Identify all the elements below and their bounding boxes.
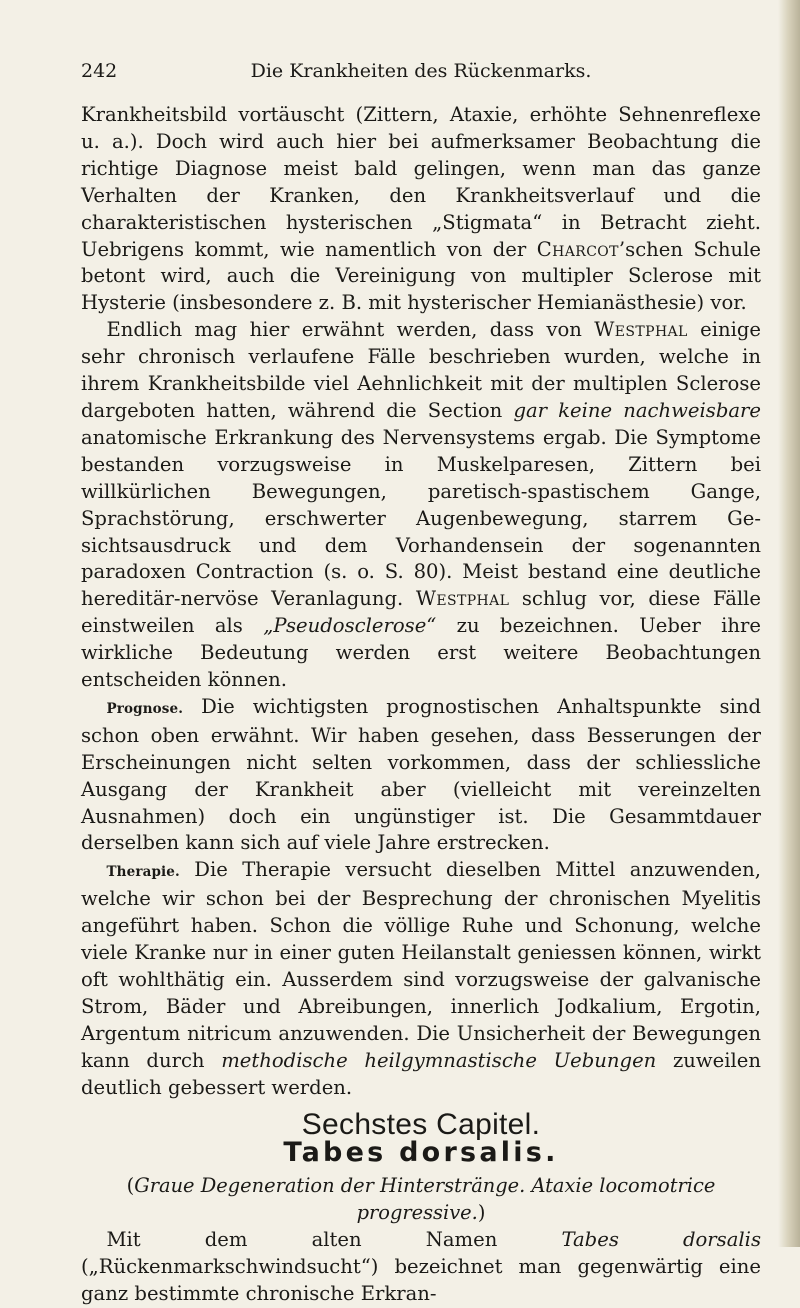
chapter-heading: Sechstes Capitel. [301, 1107, 541, 1141]
paragraph-pseudosclerose: Endlich mag hier erwähnt werden, dass von Westphal einige sehr chronisch verlaufene Fälle beschrieben wurden, welche in ihrem Krankheitsbilde viel Aehnlichkeit mit der multiplen Sclerose dargeboten hatten, während die Section gar keine nachweisbare anatomische Erkrankung des Nervensystems ergab. Die Symptome bestanden vorzugsweise in Muskelparesen, Zittern bei willkürlichen Bewegungen, paretisch-spastischem Gange, Sprachstörung, erschwerter Augenbewegung, starrem Gesichtsausdruck und dem Vorhandensein der sogenannten paradoxen Contraction (s. o. S. 80). Meist bestand eine deutliche hereditär-nervöse Veranlagung. Westphal schlug vor, diese Fälle einstweilen als „Pseudosclerose“ zu bezeichnen. Ueber ihre wirkliche Bedeutung werden erst weitere Beobachtungen entscheiden können. [81, 318, 762, 692]
page-body [81, 102, 761, 1308]
emphasis-text: gar keine nachweisbare [513, 398, 762, 422]
emphasis-text: „Pseudosclerose“ [263, 614, 437, 638]
side-heading-prognose: Prognose. [106, 700, 184, 717]
paragraph-therapie: Therapie. Die Therapie versucht dieselben Mittel anzuwenden, welche wir schon bei der Besprechung der chronischen Myelitis angeführt haben. Schon die völlige Ruhe und Schonung, welche viele Kranke nur in einer guten Heilanstalt geniessen können, wirkt oft wohlthätig ein. Ausserdem sind vorzugsweise der galvanische Strom, Bäder und Abreibungen, innerlich Jodkalium, Ergotin, Argentum nitricum anzuwenden. Die Unsicherheit der Bewegungen kann durch methodische heilgymnastische Uebungen zuweilen deutlich gebessert werden. [81, 858, 761, 1099]
section-heading: Tabes dorsalis. [283, 1137, 559, 1169]
paragraph-hysteria: Krankheitsbild vortäuscht (Zittern, Ataxie, erhöhte Sehnenreflexe u. a.). Doch wird auch hier bei aufmerksamer Beobachtung die richtige Diagnose meist bald gelingen, wenn man das ganze Verhalten der Kranken, den Krankheitsverlauf und die charakteristischen hysterischen „Stigmata“ in Betracht zieht. Uebrigens kommt, wie namentlich von der Charcot’schen Schule betont wird, auch die Vereinigung von multipler Sclerose mit Hysterie (insbesondere z. B. mit hysterischer Hemianästhesie) vor. [81, 103, 761, 315]
person-name-westphal: Westphal [415, 587, 510, 611]
page-header [81, 60, 761, 92]
emphasis-text: Tabes dorsalis [561, 1228, 762, 1252]
page-number: 242 [81, 60, 118, 82]
section-subtitle: (Graue Degeneration der Hinterstränge. Ataxie locomotrice progressive.) [126, 1174, 716, 1225]
book-page [81, 60, 761, 1308]
person-name-westphal: Westphal [594, 318, 688, 342]
paragraph-prognose: Prognose. Die wichtigsten prognostischen Anhaltspunkte sind schon oben erwähnt. Wir haben gesehen, dass Besserungen der Erscheinungen nicht selten vorkommen, dass der schliessliche Ausgang der Krankheit aber (vielleicht mit vereinzelten Ausnahmen) doch ein ungünstiger ist. Die Gesammtdauer derselben kann sich auf viele Jahre erstrecken. [81, 694, 761, 855]
side-heading-therapie: Therapie. [106, 864, 180, 881]
emphasis-text: methodische heilgymnastische Uebungen [221, 1048, 657, 1072]
page-edge-shadow [778, 0, 800, 1247]
person-name-charcot: Charcot [536, 237, 619, 261]
running-title: Die Krankheiten des Rückenmarks. [250, 60, 592, 82]
paragraph-tabes-intro: Mit dem alten Namen Tabes dorsalis („Rückenmarkschwindsucht“) bezeichnet man gegenwärtig eine ganz bestimmte chronische Erkran- [81, 1228, 762, 1305]
